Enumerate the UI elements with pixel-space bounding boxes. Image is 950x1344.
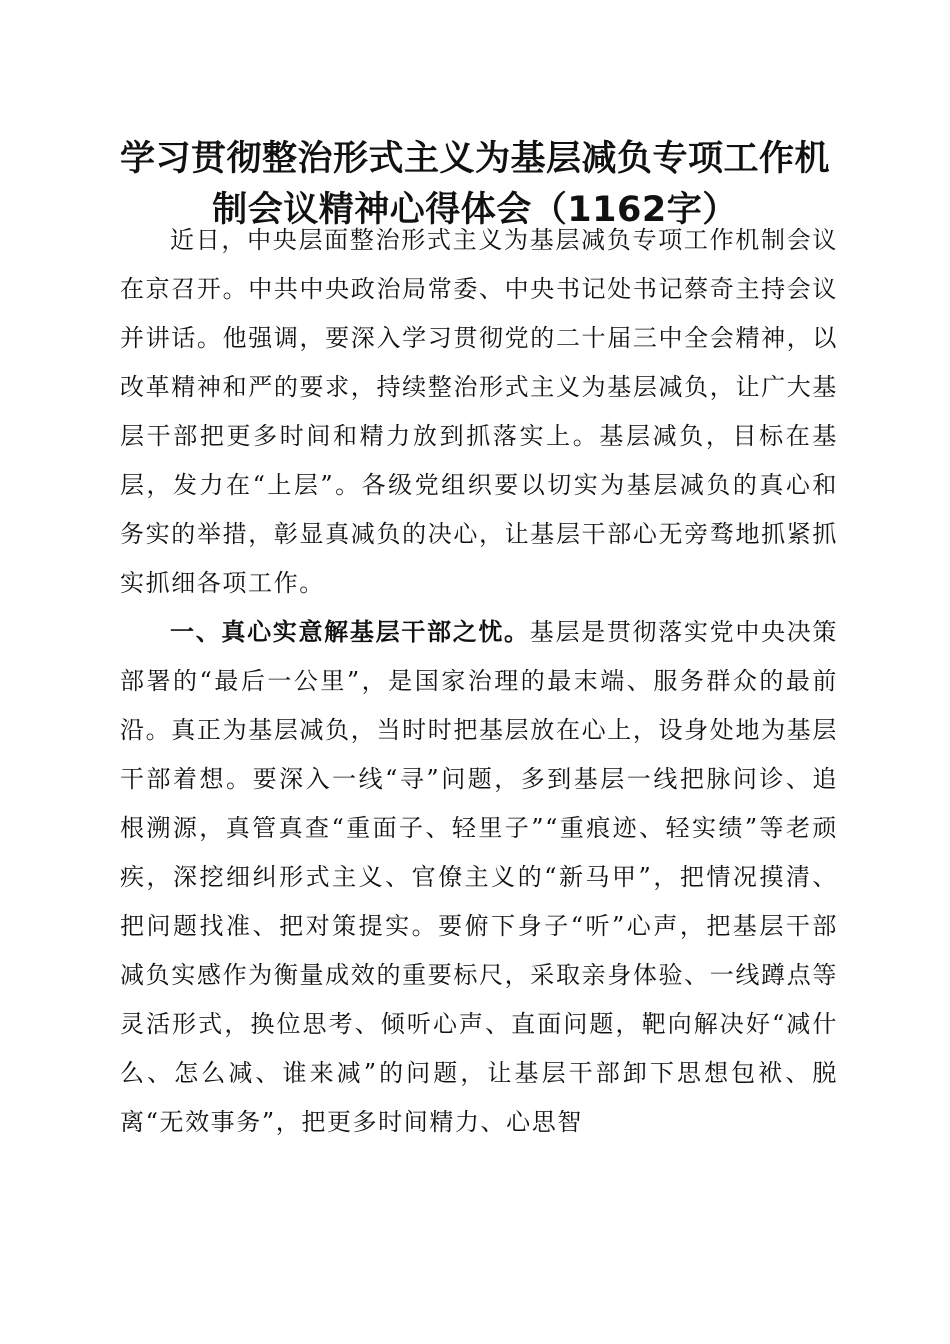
section-1-body: 基层是贯彻落实党中央决策部署的“最后一公里”，是国家治理的最末端、服务群众的最前沿。真正为基层减负，当时时把基层放在心上，设身处地为基层干部着想。要深入一线“寻”问题，多到基层一线把脉问诊、追根溯源，真管真查“重面子、轻里子”“重痕迹、轻实绩”等老顽疾，深挖细纠形式主义、官僚主义的“新马甲”，把情况摸清、把问题找准、把对策提实。要俯下身子“听”心声，把基层干部减负实感作为衡量成效的重要标尺，采取亲身体验、一线蹲点等灵活形式，换位思考、倾听心声、直面问题，靶向解决好“减什么、怎么减、谁来减”的问题，让基层干部卸下思想包袱、脱离“无效事务”，把更多时间精力、心思智	[120, 618, 839, 1136]
title-line-1: 学习贯彻整治形式主义为基层减负专项工作机	[119, 139, 830, 179]
section-1-heading: 一、真心实意解基层干部之忧。	[170, 618, 530, 646]
paragraph-intro: 近日，中央层面整治形式主义为基层减负专项工作机制会议在京召开。中共中央政治局常委、中央书记处书记蔡奇主持会议并讲话。他强调，要深入学习贯彻党的二十届三中全会精神，以改革精神和严的要求，持续整治形式主义为基层减负，让广大基层干部把更多时间和精力放到抓落实上。基层减负，目标在基层，发力在“上层”。各级党组织要以切实为基层减负的真心和务实的举措，彰显真减负的决心，让基层干部心无旁骛地抓紧抓实抓细各项工作。	[120, 226, 838, 597]
title-line-2: 制会议精神心得体会（1162字）	[212, 190, 738, 230]
document-body	[120, 216, 838, 1147]
paragraph-section-1	[120, 608, 838, 1147]
